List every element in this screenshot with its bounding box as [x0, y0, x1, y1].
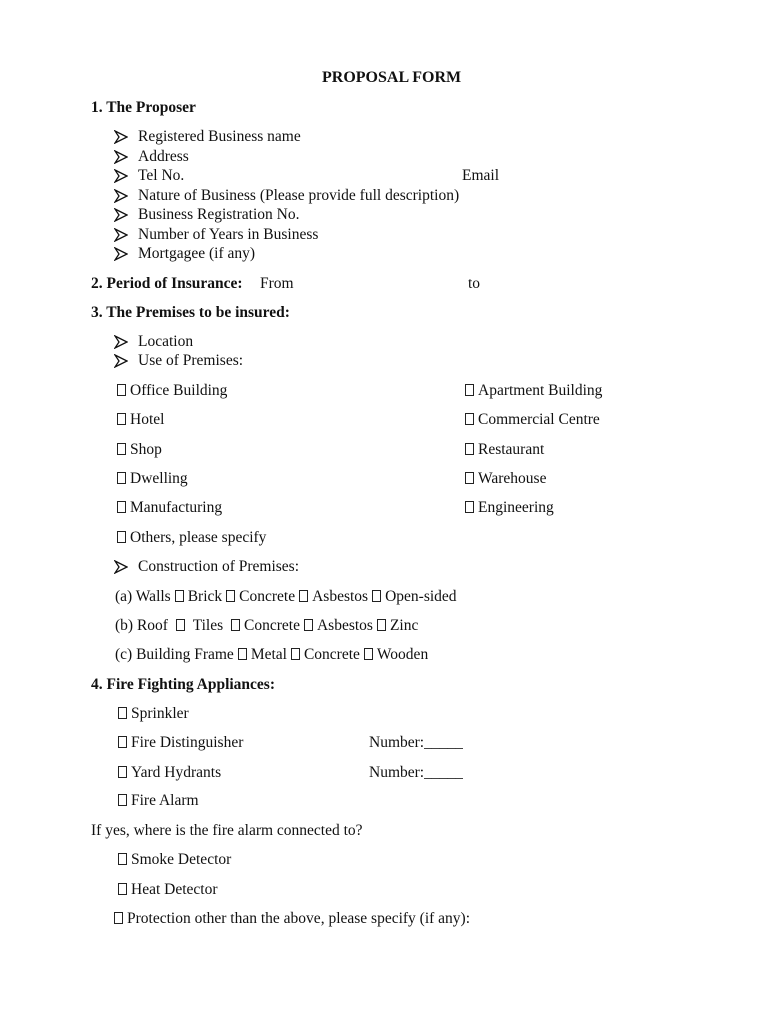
section-4-heading: 4. Fire Fighting Appliances:	[91, 676, 276, 693]
checkbox-icon[interactable]	[118, 794, 127, 806]
field-label-tel: Tel No.	[138, 167, 185, 184]
field-label-mortgagee: Mortgagee (if any)	[138, 245, 256, 262]
checkbox-icon[interactable]	[118, 883, 127, 895]
checkbox-icon[interactable]	[117, 531, 126, 543]
alarm-question: If yes, where is the fire alarm connected to?	[91, 822, 363, 839]
frame-row	[115, 647, 428, 663]
checkbox-icon[interactable]	[465, 443, 474, 455]
field-label-email: Email	[462, 167, 500, 184]
arrow-bullet-icon	[114, 335, 128, 349]
checkbox-other-protection[interactable]: Protection other than the above, please specify (if any):	[114, 911, 470, 927]
checkbox-icon[interactable]	[117, 384, 126, 396]
checkbox-engineering[interactable]: Engineering	[465, 500, 554, 516]
walls-option-brick: Brick	[187, 588, 223, 605]
section-1-heading: 1. The Proposer	[91, 99, 196, 116]
arrow-bullet-icon	[114, 560, 128, 574]
checkbox-smoke-detector[interactable]: Smoke Detector	[118, 852, 231, 868]
period-from-label: From	[260, 275, 294, 292]
roof-option-zinc: Zinc	[389, 617, 419, 634]
checkbox-icon[interactable]	[465, 413, 474, 425]
checkbox-icon[interactable]	[465, 384, 474, 396]
field-label-construction: Construction of Premises:	[138, 558, 300, 575]
field-label-business-name: Registered Business name	[138, 128, 301, 145]
distinguisher-number-field[interactable]: Number:_____	[369, 734, 463, 751]
roof-option-tiles: Tiles	[192, 617, 224, 634]
arrow-bullet-icon	[114, 189, 128, 203]
checkbox-icon[interactable]	[117, 501, 126, 513]
checkbox-icon[interactable]	[118, 766, 127, 778]
roof-label: (b) Roof	[115, 617, 168, 634]
checkbox-dwelling[interactable]: Dwelling	[117, 471, 188, 487]
arrow-bullet-icon	[114, 150, 128, 164]
frame-option-metal: Metal	[250, 646, 287, 663]
walls-option-open-sided: Open-sided	[385, 588, 457, 605]
checkbox-icon[interactable]	[299, 590, 308, 602]
frame-option-wooden: Wooden	[376, 646, 429, 663]
field-label-use-of-premises: Use of Premises:	[138, 352, 244, 369]
checkbox-heat-detector[interactable]: Heat Detector	[118, 882, 218, 898]
arrow-bullet-icon	[114, 247, 128, 261]
frame-option-concrete: Concrete	[303, 646, 360, 663]
section-2-heading: 2. Period of Insurance:	[91, 275, 243, 292]
checkbox-others[interactable]: Others, please specify	[117, 530, 266, 546]
checkbox-icon[interactable]	[117, 413, 126, 425]
checkbox-fire-alarm[interactable]: Fire Alarm	[118, 793, 199, 809]
walls-option-concrete: Concrete	[239, 588, 296, 605]
roof-option-asbestos: Asbestos	[316, 617, 373, 634]
arrow-bullet-icon	[114, 228, 128, 242]
walls-option-asbestos: Asbestos	[312, 588, 369, 605]
checkbox-restaurant[interactable]: Restaurant	[465, 442, 544, 458]
walls-row	[115, 589, 457, 605]
checkbox-manufacturing[interactable]: Manufacturing	[117, 500, 222, 516]
checkbox-icon[interactable]	[176, 619, 185, 631]
checkbox-sprinkler[interactable]: Sprinkler	[118, 706, 189, 722]
field-label-nature-of-business: Nature of Business (Please provide full description)	[138, 187, 460, 204]
checkbox-icon[interactable]	[226, 590, 235, 602]
field-label-location: Location	[138, 333, 194, 350]
page-title: PROPOSAL FORM	[322, 69, 462, 86]
checkbox-office-building[interactable]: Office Building	[117, 383, 227, 399]
checkbox-icon[interactable]	[117, 443, 126, 455]
field-label-years-in-business: Number of Years in Business	[138, 226, 319, 243]
checkbox-shop[interactable]: Shop	[117, 442, 162, 458]
period-to-label: to	[468, 275, 481, 292]
checkbox-icon[interactable]	[175, 590, 184, 602]
field-label-registration-no: Business Registration No.	[138, 206, 300, 223]
checkbox-commercial-centre[interactable]: Commercial Centre	[465, 412, 600, 428]
checkbox-icon[interactable]	[372, 590, 381, 602]
checkbox-hotel[interactable]: Hotel	[117, 412, 164, 428]
checkbox-apartment-building[interactable]: Apartment Building	[465, 383, 602, 399]
checkbox-icon[interactable]	[465, 472, 474, 484]
checkbox-icon[interactable]	[291, 648, 300, 660]
checkbox-icon[interactable]	[238, 648, 247, 660]
field-label-address: Address	[138, 148, 189, 165]
checkbox-icon[interactable]	[377, 619, 386, 631]
checkbox-icon[interactable]	[118, 707, 127, 719]
section-3-heading: 3. The Premises to be insured:	[91, 304, 290, 321]
roof-option-concrete: Concrete	[244, 617, 300, 634]
arrow-bullet-icon	[114, 354, 128, 368]
arrow-bullet-icon	[114, 169, 128, 183]
frame-label: (c) Building Frame	[115, 646, 234, 663]
checkbox-icon[interactable]	[465, 501, 474, 513]
checkbox-fire-distinguisher[interactable]: Fire Distinguisher	[118, 735, 243, 751]
checkbox-icon[interactable]	[364, 648, 373, 660]
checkbox-icon[interactable]	[118, 853, 127, 865]
checkbox-icon[interactable]	[114, 912, 123, 924]
checkbox-icon[interactable]	[118, 736, 127, 748]
arrow-bullet-icon	[114, 130, 128, 144]
checkbox-icon[interactable]	[231, 619, 240, 631]
roof-row	[115, 618, 418, 634]
walls-label: (a) Walls	[115, 588, 171, 605]
hydrants-number-field[interactable]: Number:_____	[369, 764, 463, 781]
checkbox-warehouse[interactable]: Warehouse	[465, 471, 546, 487]
checkbox-icon[interactable]	[304, 619, 313, 631]
checkbox-icon[interactable]	[117, 472, 126, 484]
arrow-bullet-icon	[114, 208, 128, 222]
checkbox-yard-hydrants[interactable]: Yard Hydrants	[118, 765, 221, 781]
